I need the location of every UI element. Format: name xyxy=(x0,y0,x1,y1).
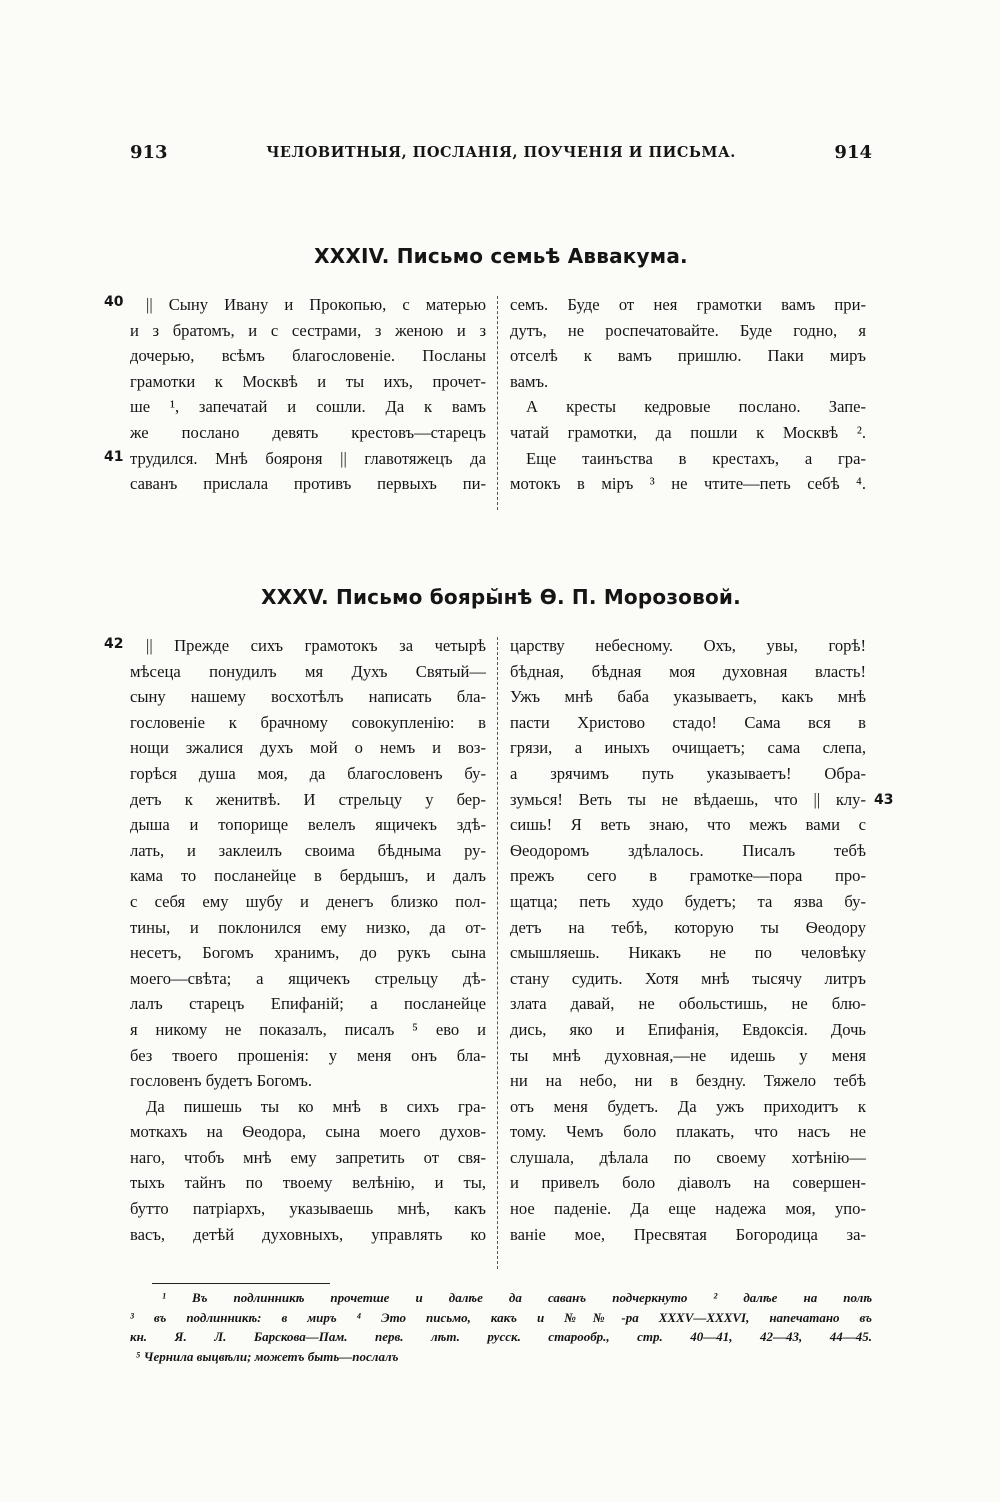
text-line: а зрячимъ путь указываетъ! Обра- xyxy=(510,763,866,783)
text-line: отъ меня будетъ. Да ужъ приходитъ к xyxy=(510,1096,866,1116)
text-line: дутъ, не роспечатовайте. Буде годно, я xyxy=(510,320,866,340)
text-line: детъ на тебѣ, которую ты Ѳеодору xyxy=(510,917,866,937)
text-line: Ужъ мнѣ баба указываетъ, какъ мнѣ xyxy=(510,687,866,707)
text-line: слушала, дѣлала по своему хотѣнію— xyxy=(510,1147,866,1167)
text-line: вамъ. xyxy=(510,371,549,391)
text-line: ваніе мое, Пресвятая Богородица за- xyxy=(510,1224,866,1244)
text-line: зумься! Веть ты не вѣдаешь, что || клу- xyxy=(510,789,866,809)
footnote-line: кн. Я. Л. Барскова—Пам. перв. лѣт. русск. старообр., стр. 40—41, 42—43, 44—45. xyxy=(130,1329,872,1344)
margin-number: 42 xyxy=(104,636,124,652)
text-line: трудился. Мнѣ бояроня || главотяжецъ да xyxy=(130,448,486,468)
text-line: лалъ старецъ Епифаній; а посланейце xyxy=(130,994,486,1014)
text-line: бутто патріархъ, указываешь мнѣ, какъ xyxy=(130,1199,486,1219)
text-line: грязи, а иныхъ очищаетъ; сама слепа, xyxy=(510,738,866,758)
text-line: || Сыну Ивану и Прокопью, с матерью xyxy=(146,295,486,314)
text-line: бѣдная, бѣдная моя духовная власть! xyxy=(510,661,866,681)
text-line: || Прежде сихъ грамотокъ за четырѣ xyxy=(146,636,486,655)
text-line: васъ, детѣй духовныхъ, управлять ко xyxy=(130,1224,486,1244)
column-divider xyxy=(497,637,498,1269)
margin-number: 40 xyxy=(104,294,124,310)
footnote-line: ³ въ подлинникѣ: в миръ ⁴ Это письмо, какъ и №№-ра XXXV—XXXVI, напечатано въ xyxy=(130,1309,872,1325)
text-line: мотокъ в міръ ³ не чтите—петь себѣ ⁴. xyxy=(510,474,866,494)
text-line: ное паденіе. Да еще надежа моя, упо- xyxy=(510,1199,866,1219)
text-line: несетъ, Богомъ хранимъ, до рукъ сына xyxy=(130,943,486,963)
text-line: прежъ сего в грамотке—пора про- xyxy=(510,866,866,886)
margin-number: 43 xyxy=(874,792,894,808)
text-line: и привелъ боло діаволъ на совершен- xyxy=(510,1173,866,1193)
running-head xyxy=(130,142,872,166)
text-line: Да пишешь ты ко мнѣ в сихъ гра- xyxy=(146,1096,486,1116)
text-line: с себя ему шубу и денегъ близко пол- xyxy=(130,891,486,911)
text-line: гословенъ будетъ Богомъ. xyxy=(130,1071,313,1091)
text-line: пасти Христово стадо! Сама вся в xyxy=(510,712,866,732)
text-line: тыхъ тайнъ по твоему велѣнію, и ты, xyxy=(130,1173,486,1193)
text-line: ше ¹, запечатай и сошли. Да к вамъ xyxy=(130,397,486,417)
section-title-35: XXXV. Письмо бояры̆нѣ Ѳ. П. Морозовой. xyxy=(261,585,741,609)
right-column xyxy=(510,292,866,497)
column-divider xyxy=(497,296,498,510)
text-line: лать, и заклеилъ своима бѣдныма ру- xyxy=(130,840,486,860)
text-line: смышляешь. Никакъ не по человѣку xyxy=(510,943,866,963)
text-line: чатай грамотки, да пошли к Москвѣ ². xyxy=(510,422,866,442)
text-line: грамотки к Москвѣ и ты ихъ, прочет- xyxy=(130,371,486,391)
text-line: гословеніе к брачному совокупленію: в xyxy=(130,712,486,732)
left-column xyxy=(130,633,486,1247)
footnote-line: ⁵ Чернила выцвѣли; можетъ быть—послалъ xyxy=(136,1348,399,1364)
text-line: тины, и поклонился ему низко, да от- xyxy=(130,917,486,937)
text-line: ты мнѣ духовная,—не идешь у меня xyxy=(510,1045,866,1065)
text-line: и з братомъ, и с сестрами, з женою и з xyxy=(130,320,486,340)
text-line: горѣся душа моя, да благословенъ бу- xyxy=(130,763,486,783)
text-line: царству небесному. Охъ, увы, горѣ! xyxy=(510,636,866,655)
text-line: моего—свѣта; а ящичекъ стрельцу дѣ- xyxy=(130,968,486,988)
text-line: тому. Чемъ боло плакать, что насъ не xyxy=(510,1122,866,1142)
text-line: моткахъ на Ѳеодора, сына моего духов- xyxy=(130,1122,486,1142)
text-line: стану судить. Хотя мнѣ тысячу литръ xyxy=(510,968,866,988)
running-title: ЧЕЛОВИТНЫЯ, ПОСЛАНІЯ, ПОУЧЕНІЯ И ПИСЬМА. xyxy=(266,144,736,161)
text-line: отселѣ к вамъ пришлю. Паки миръ xyxy=(510,346,866,366)
text-line: кама то посланейце в бердышъ, и далъ xyxy=(130,866,486,886)
text-line: щатца; петь худо будетъ; та язва бу- xyxy=(510,891,866,911)
text-line: саванъ прислала противъ первыхъ пи- xyxy=(130,474,486,494)
text-line: сыну нашему восхотѣлъ написать бла- xyxy=(130,687,486,707)
section-title-34: XXXIV. Письмо семьѣ Аввакума. xyxy=(314,244,688,268)
text-line: А кресты кедровые послано. Запе- xyxy=(526,397,866,417)
text-line: детъ к женитвѣ. И стрельцу у бер- xyxy=(130,789,486,809)
page-number-right: 914 xyxy=(834,142,872,163)
text-line: дыша и топорище велелъ ящичекъ здѣ- xyxy=(130,815,486,835)
text-line: злата давай, не обольстишь, не блю- xyxy=(510,994,866,1014)
footnote-rule xyxy=(152,1283,330,1284)
left-column xyxy=(130,292,486,497)
text-line: без твоего прошенія: у меня онъ бла- xyxy=(130,1045,486,1065)
text-line: Ѳеодоромъ здѣлалось. Писалъ тебѣ xyxy=(510,840,866,860)
margin-number: 41 xyxy=(104,449,124,465)
text-line: мѣсеца понудилъ мя Духъ Святый— xyxy=(130,661,486,681)
right-column xyxy=(510,633,866,1247)
page-number-left: 913 xyxy=(130,142,168,163)
text-line: Еще таинъства в крестахъ, а гра- xyxy=(526,448,866,468)
text-line: ни на небо, ни в бездну. Тяжело тебѣ xyxy=(510,1071,866,1091)
text-line: дочерью, всѣмъ благословеніе. Посланы xyxy=(130,346,486,366)
text-line: же послано девять крестовъ—старецъ xyxy=(130,422,486,442)
footnotes xyxy=(130,1288,872,1366)
text-line: сишь! Я веть знаю, что межъ вами с xyxy=(510,815,866,835)
text-line: наго, чтобъ мнѣ ему запретить от свя- xyxy=(130,1147,486,1167)
text-line: нощи зжалися духъ мой о немъ и воз- xyxy=(130,738,486,758)
text-line: я никому не показалъ, писалъ ⁵ ево и xyxy=(130,1019,486,1039)
text-line: семъ. Буде от нея грамотки вамъ при- xyxy=(510,295,866,314)
text-line: дись, яко и Епифанія, Евдоксія. Дочь xyxy=(510,1019,866,1039)
footnote-line: ¹ Въ подлинникѣ прочетше и далѣе да саванъ подчеркнуто ² далѣе на полѣ xyxy=(162,1290,872,1305)
